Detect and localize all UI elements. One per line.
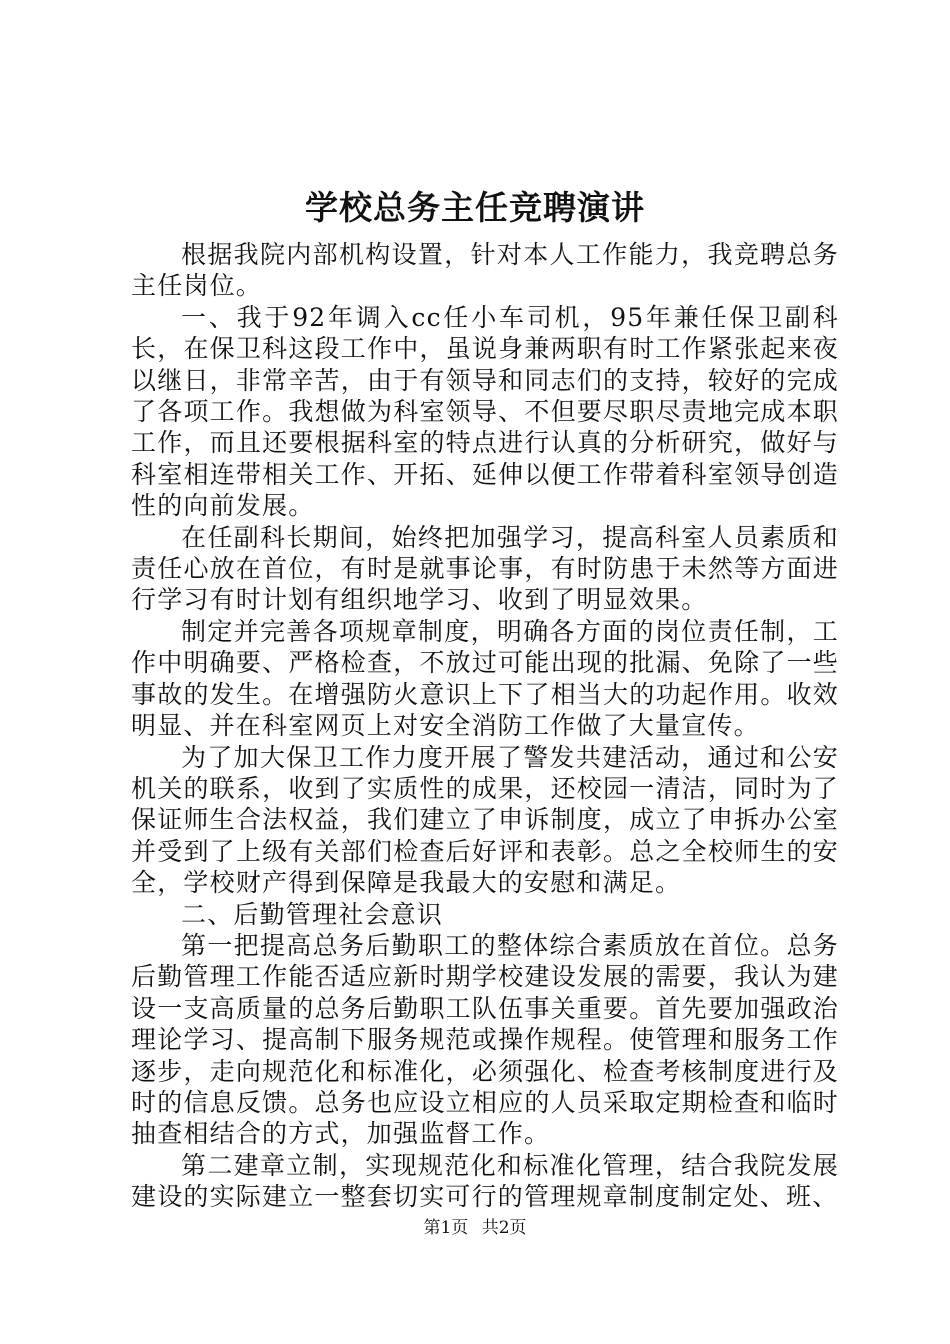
document-body	[131, 239, 839, 1213]
paragraph: 第一把提高总务后勤职工的整体综合素质放在首位。总务后勤管理工作能否适应新时期学校建设发展的需要，我认为建设一支高质量的总务后勤职工队伍事关重要。首先要加强政治理论学习、提高制下服务规范或操作规程。使管理和服务工作逐步，走向规范化和标准化，必须强化、检查考核制度进行及时的信息反馈。总务也应设立相应的人员采取定期检查和临时抽查相结合的方式，加强监督工作。	[131, 930, 839, 1149]
paragraph: 一、我于92年调入cc任小车司机，95年兼任保卫副科长，在保卫科这段工作中，虽说身兼两职有时工作紧张起来夜以继日，非常辛苦，由于有领导和同志们的支持，较好的完成了各项工作。我想做为科室领导、不但要尽职尽责地完成本职工作，而且还要根据科室的特点进行认真的分析研究，做好与科室相连带相关工作、开拓、延伸以便工作带着科室领导创造性的向前发展。	[131, 302, 839, 521]
page-total: 共2页	[481, 1218, 527, 1238]
document-title: 学校总务主任竞聘演讲	[305, 188, 645, 227]
section-heading: 二、后勤管理社会意识	[181, 899, 444, 929]
paragraph: 制定并完善各项规章制度，明确各方面的岗位责任制，工作中明确要、严格检查，不放过可能出现的批漏、免除了一些事故的发生。在增强防火意识上下了相当大的功起作用。收效明显、并在科室网页上对安全消防工作做了大量宣传。	[131, 616, 839, 741]
paragraph: 第二建章立制，实现规范化和标准化管理，结合我院发展建设的实际建立一整套切实可行的管理规章制度制定处、班、	[131, 1150, 839, 1212]
paragraph: 为了加大保卫工作力度开展了警发共建活动，通过和公安机关的联系，收到了实质性的成果，还校园一清洁，同时为了保证师生合法权益，我们建立了申诉制度，成立了申拆办公室并受到了上级有关部们检查后好评和表彰。总之全校师生的安全，学校财产得到保障是我最大的安慰和满足。	[131, 742, 839, 898]
paragraph: 根据我院内部机构设置，针对本人工作能力，我竞聘总务主任岗位。	[131, 240, 839, 301]
page-number: 第1页	[423, 1218, 469, 1238]
page-footer	[0, 1216, 950, 1240]
paragraph: 在任副科长期间，始终把加强学习，提高科室人员素质和责任心放在首位，有时是就事论事，有时防患于未然等方面进行学习有时计划有组织地学习、收到了明显效果。	[131, 522, 839, 615]
